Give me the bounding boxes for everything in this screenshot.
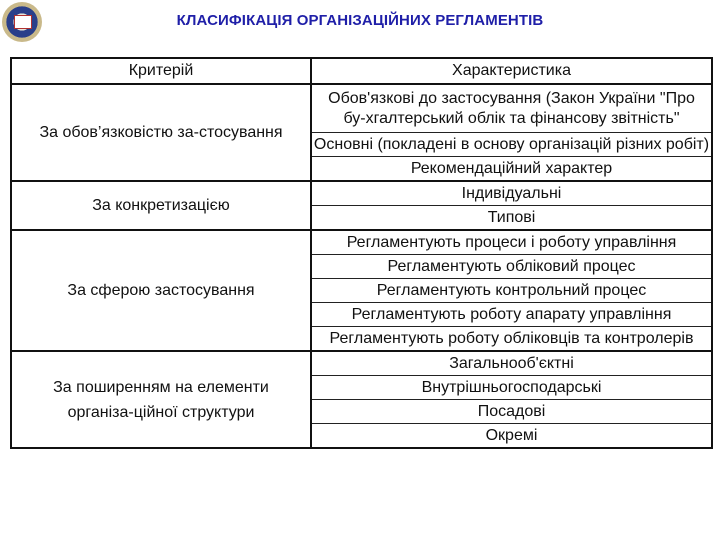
characteristic-cell: Окремі (311, 424, 712, 449)
characteristic-cell: Посадові (311, 400, 712, 424)
characteristic-cell: Регламентують обліковий процес (311, 255, 712, 279)
table-header-row (11, 58, 712, 84)
characteristic-cell: Регламентують контрольний процес (311, 279, 712, 303)
criterion-cell: За поширенням на елементи організа-ційної структури (11, 351, 311, 448)
table-row (11, 181, 712, 206)
characteristic-cell: Загальнооб'єктні (311, 351, 712, 376)
header-criterion: Критерій (11, 58, 311, 84)
characteristic-cell: Регламентують роботу апарату управління (311, 303, 712, 327)
characteristic-cell: Регламентують процеси і роботу управління (311, 230, 712, 255)
table-row (11, 84, 712, 133)
characteristic-cell: Регламентують роботу обліковців та контролерів (311, 327, 712, 352)
criterion-cell: За сферою застосування (11, 230, 311, 351)
characteristic-cell: Основні (покладені в основу організацій різних робіт) (311, 133, 712, 157)
characteristic-cell: Рекомендаційний характер (311, 157, 712, 182)
table-row (11, 230, 712, 255)
characteristic-cell: Індивідуальні (311, 181, 712, 206)
header-characteristic: Характеристика (311, 58, 712, 84)
characteristic-cell: Типові (311, 206, 712, 231)
table-row (11, 351, 712, 376)
page-title: КЛАСИФІКАЦІЯ ОРГАНІЗАЦІЙНИХ РЕГЛАМЕНТІВ (176, 12, 544, 29)
characteristic-cell: Обов'язкові до застосування (Закон України "Про бу-хгалтерський облік та фінансову звітність" (311, 84, 712, 133)
characteristic-cell: Внутрішньогосподарські (311, 376, 712, 400)
criterion-cell: За обов’язковістю за-стосування (11, 84, 311, 181)
classification-table (10, 57, 713, 449)
criterion-cell: За конкретизацією (11, 181, 311, 230)
